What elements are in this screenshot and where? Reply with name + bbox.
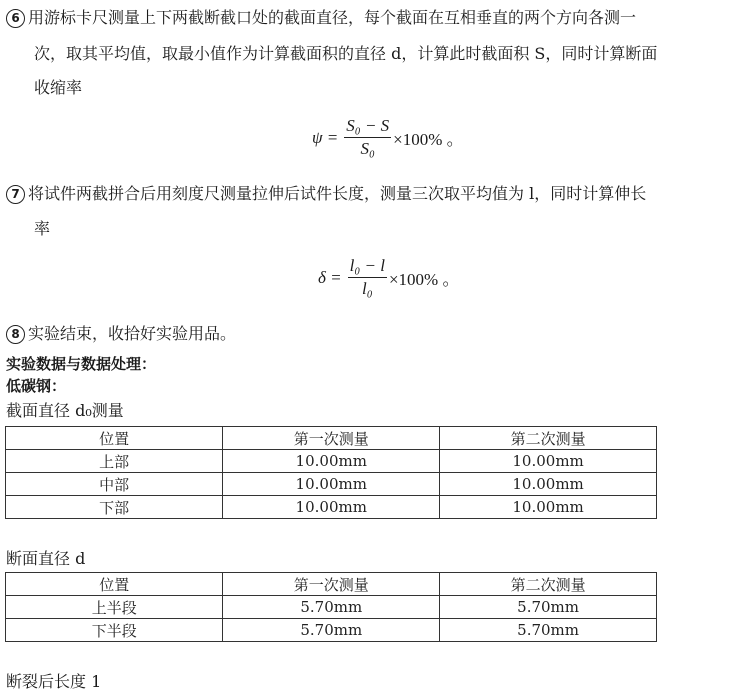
cell: 上半段: [6, 596, 223, 619]
formula-suffix: ×100% 。: [388, 270, 460, 289]
cell: 10.00mm: [440, 496, 657, 519]
formula-lhs: ψ =: [312, 127, 339, 147]
cell: 10.00mm: [223, 496, 440, 519]
step-number-6: 6: [6, 9, 25, 28]
header-first: 第一次测量: [223, 427, 440, 450]
elongation-formula: [318, 256, 459, 299]
cell: 下半段: [6, 619, 223, 642]
header-first: 第一次测量: [223, 573, 440, 596]
cell: 5.70mm: [440, 619, 657, 642]
table-row: [6, 450, 657, 473]
step-6-line-3: 收缩率: [34, 78, 83, 97]
denominator: S₀: [360, 139, 375, 158]
step-number-8: 8: [6, 325, 25, 344]
denominator: l₀: [361, 279, 373, 298]
table3-caption: 断裂后长度 1: [6, 672, 102, 691]
table-row: [6, 496, 657, 519]
header-position: 位置: [6, 427, 223, 450]
step-text: 实验结束，收拾好实验用品。: [28, 324, 237, 343]
table-row: [6, 596, 657, 619]
numerator: S₀ − S: [344, 116, 391, 138]
header-second: 第二次测量: [440, 427, 657, 450]
step-text: 将试件两截拼合后用刻度尺测量拉伸后试件长度，测量三次取平均值为 l，同时计算伸长: [28, 184, 647, 203]
step-7-line-1: [6, 184, 646, 204]
table-row: [6, 473, 657, 496]
table-header-row: [6, 427, 657, 450]
cell: 10.00mm: [223, 450, 440, 473]
formula-suffix: ×100% 。: [393, 130, 464, 149]
table-initial-diameter: [5, 426, 657, 519]
cell: 5.70mm: [223, 596, 440, 619]
cell: 10.00mm: [223, 473, 440, 496]
step-6-line-2: 次，取其平均值，取最小值作为计算截面积的直径 d，计算此时截面积 S，同时计算断面: [34, 44, 658, 63]
step-text: 用游标卡尺测量上下两截断截口处的截面直径，每个截面在互相垂直的两个方向各测一: [28, 8, 637, 27]
step-6-line-1: [6, 8, 636, 28]
cell: 上部: [6, 450, 223, 473]
header-position: 位置: [6, 573, 223, 596]
cell: 10.00mm: [440, 473, 657, 496]
fraction: [344, 116, 391, 159]
table2-caption: 断面直径 d: [6, 549, 86, 568]
cell: 5.70mm: [440, 596, 657, 619]
table1-caption: 截面直径 d₀测量: [6, 401, 124, 420]
cell: 5.70mm: [223, 619, 440, 642]
table-fracture-diameter: [5, 572, 657, 642]
table-row: [6, 619, 657, 642]
numerator: l₀ − l: [348, 256, 387, 278]
fraction: [348, 256, 387, 299]
section-heading: 实验数据与数据处理：: [6, 355, 157, 373]
cell: 10.00mm: [440, 450, 657, 473]
cell: 下部: [6, 496, 223, 519]
cell: 中部: [6, 473, 223, 496]
step-number-7: 7: [6, 185, 25, 204]
formula-lhs: δ =: [318, 267, 342, 287]
step-8-line-1: [6, 324, 236, 344]
header-second: 第二次测量: [440, 573, 657, 596]
material-heading: 低碳钢：: [6, 377, 67, 395]
table-header-row: [6, 573, 657, 596]
reduction-of-area-formula: [312, 116, 464, 159]
step-7-line-2: 率: [34, 219, 51, 238]
